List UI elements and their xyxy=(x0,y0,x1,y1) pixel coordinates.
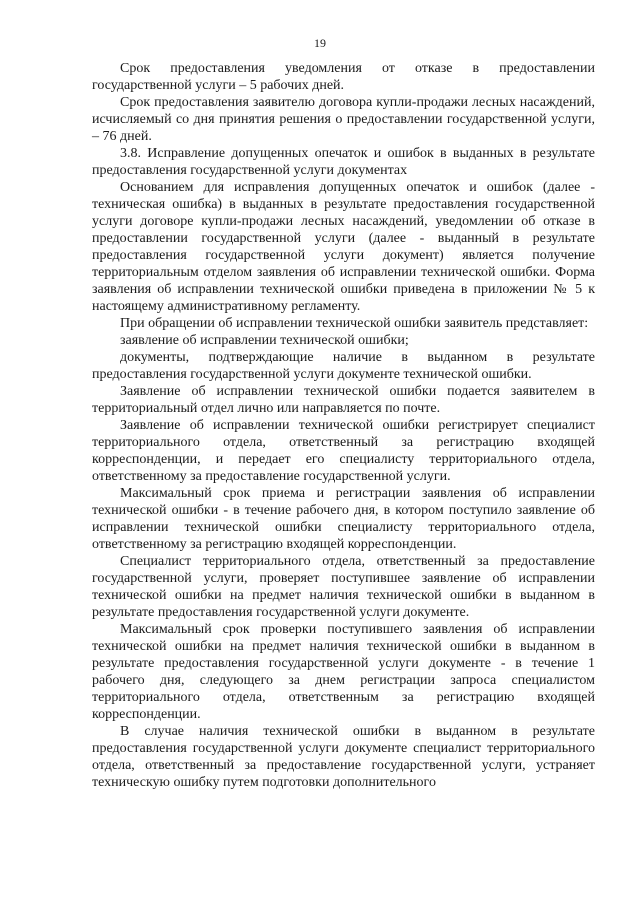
paragraph: В случае наличия технической ошибки в выданном в результате предоставления государственной услуги документе специалист территориального отдела, ответственный за предоставление государственной услуги, устраняет техническую ошибку путем подготовки дополнительного xyxy=(92,724,595,790)
paragraph: Заявление об исправлении технической ошибки регистрирует специалист территориального отдела, ответственный за регистрацию входящей корреспонденции, и передает его специалисту территориального отдела, ответственному за предоставление государственной услуги. xyxy=(92,418,595,484)
paragraph: Специалист территориального отдела, ответственный за предоставление государственной услуги, проверяет поступившее заявление об исправлении технической ошибки на предмет наличия технической ошибки в выданном в результате предоставления государственной услуги документе. xyxy=(92,554,595,620)
paragraph: Заявление об исправлении технической ошибки подается заявителем в территориальный отдел лично или направляется по почте. xyxy=(92,384,595,416)
paragraph: Основанием для исправления допущенных опечаток и ошибок (далее - техническая ошибка) в выданных в результате предоставления государственной услуги договоре купли-продажи лесных насаждений, уведомлении об отказе в предоставлении государственной услуги (далее - выданный в результате предоставления государственной услуги документ) является получение территориальным отделом заявления об исправлении технической ошибки. Форма заявления об исправлении технической ошибки приведена в приложении № 5 к настоящему административному регламенту. xyxy=(92,180,595,314)
section-heading: 3.8. Исправление допущенных опечаток и ошибок в выданных в результате предоставления государственной услуги документах xyxy=(92,146,595,178)
page-number: 19 xyxy=(314,36,326,50)
list-item: документы, подтверждающие наличие в выданном в результате предоставления государственной услуги документе технической ошибки. xyxy=(92,350,595,382)
document-body xyxy=(92,60,595,791)
paragraph: Максимальный срок приема и регистрации заявления об исправлении технической ошибки - в течение рабочего дня, в котором поступило заявление об исправлении технической ошибки специалисту территориального отдела, ответственному за регистрацию входящей корреспонденции. xyxy=(92,486,595,552)
list-item: заявление об исправлении технической ошибки; xyxy=(120,333,409,348)
paragraph: Срок предоставления заявителю договора купли-продажи лесных насаждений, исчисляемый со дня принятия решения о предоставлении государственной услуги, – 76 дней. xyxy=(92,95,595,144)
paragraph: Максимальный срок проверки поступившего заявления об исправлении технической ошибки на предмет наличия технической ошибки в выданном в результате предоставления государственной услуги документе - в течение 1 рабочего дня, следующего за днем регистрации запроса специалистом территориального отдела, ответственным за регистрацию входящей корреспонденции. xyxy=(92,622,595,722)
paragraph: Срок предоставления уведомления от отказе в предоставлении государственной услуги – 5 рабочих дней. xyxy=(92,61,595,93)
paragraph: При обращении об исправлении технической ошибки заявитель представляет: xyxy=(120,316,589,331)
